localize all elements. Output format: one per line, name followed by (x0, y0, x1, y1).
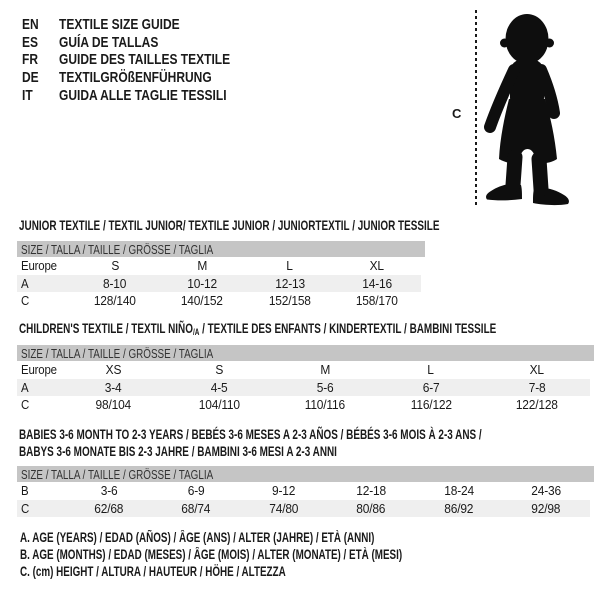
table-cell: 122/128 (516, 397, 558, 413)
junior-table-title: JUNIOR TEXTILE / TEXTIL JUNIOR/ TEXTILE JUNIOR / JUNIORTEXTIL / JUNIOR TESSILE (19, 217, 440, 233)
row-label: C (21, 397, 30, 413)
junior-size-header-bar: SIZE / TALLA / TAILLE / GRÖSSE / TAGLIA (17, 241, 425, 257)
table-cell: M (320, 362, 330, 378)
table-row (17, 361, 590, 379)
children-table (17, 361, 590, 414)
table-cell: 6-9 (187, 483, 205, 499)
babies-table (17, 482, 590, 517)
language-code: FR (22, 51, 38, 69)
language-label: GUÍA DE TALLAS (59, 33, 159, 51)
table-cell: 24-36 (531, 483, 562, 499)
legend-line-a: A. AGE (YEARS) / EDAD (AÑOS) / ÂGE (ANS) / ALTER (JAHRE) / ETÀ (ANNI) (20, 530, 375, 545)
table-cell: M (197, 258, 208, 274)
table-cell: XL (370, 258, 385, 274)
table-cell: 12-18 (356, 483, 387, 499)
baby-silhouette-icon (482, 11, 574, 209)
table-row (17, 275, 421, 293)
height-dashed-line (475, 10, 477, 208)
table-cell: 140/152 (181, 293, 224, 309)
table-cell: 7-8 (528, 379, 546, 395)
table-cell: 5-6 (316, 379, 334, 395)
language-label: GUIDA ALLE TAGLIE TESSILI (59, 86, 227, 104)
language-label: TEXTILE SIZE GUIDE (59, 16, 180, 34)
table-cell: L (427, 362, 435, 378)
table-cell: 62/68 (94, 500, 124, 516)
table-cell: 86/92 (444, 500, 474, 516)
table-cell: 92/98 (531, 500, 561, 516)
table-cell: 9-12 (272, 483, 296, 499)
table-row (17, 379, 590, 397)
babies-size-header-bar: SIZE / TALLA / TAILLE / GRÖSSE / TAGLIA (17, 466, 594, 482)
table-cell: 3-6 (100, 483, 118, 499)
table-cell: 110/116 (304, 397, 346, 413)
table-cell: 80/86 (356, 500, 386, 516)
language-row-fr (22, 51, 273, 69)
table-cell: 6-7 (422, 379, 440, 395)
language-row-en (22, 16, 273, 34)
children-size-header-bar: SIZE / TALLA / TAILLE / GRÖSSE / TAGLIA (17, 345, 594, 361)
table-cell: 8-10 (103, 275, 127, 291)
table-cell: 68/74 (181, 500, 211, 516)
table-cell: 104/110 (198, 397, 240, 413)
babies-table-title: BABIES 3-6 MONTH TO 2-3 YEARS / BEBÉS 3-6 MESES A 2-3 AÑOS / BÉBÉS 3-6 MOIS À 2-3 ANS / BABYS 3-6 MONATE BIS 2-3 JAHRE / BAMBINI 3-6 MESI A 2-3 ANNI (19, 426, 482, 459)
language-label: TEXTILGRÖßENFÜHRUNG (59, 69, 212, 87)
table-row (17, 482, 590, 500)
table-cell: 128/140 (93, 293, 136, 309)
legend-line-c: C. (cm) HEIGHT / ALTURA / HAUTEUR / HÖHE / ALTEZZA (20, 564, 286, 579)
table-row (17, 396, 590, 414)
legend-line-b: B. AGE (MONTHS) / EDAD (MESES) / ÂGE (MOIS) / ALTER (MONATE) / ETÀ (MESI) (20, 547, 403, 562)
table-cell: L (286, 258, 293, 274)
language-row-es (22, 34, 273, 52)
table-row (17, 257, 421, 275)
language-row-de (22, 69, 273, 87)
table-cell: XS (105, 362, 121, 378)
table-cell: S (215, 362, 223, 378)
table-row (17, 292, 421, 310)
language-code: DE (22, 69, 39, 87)
language-code: EN (22, 16, 39, 34)
table-cell: S (110, 258, 119, 274)
row-label: A (21, 379, 29, 395)
children-table-title: CHILDREN'S TEXTILE / TEXTIL NIÑO/A / TEXTILE DES ENFANTS / KINDERTEXTIL / BAMBINI TESSILE (19, 320, 497, 337)
row-label: A (21, 275, 29, 291)
table-cell: 12-13 (274, 275, 305, 291)
table-cell: 74/80 (269, 500, 299, 516)
table-cell: 116/122 (410, 397, 452, 413)
table-cell: 3-4 (104, 379, 122, 395)
row-label: Europe (21, 258, 57, 274)
language-list (22, 16, 273, 104)
table-cell: 98/104 (95, 397, 131, 413)
language-label: GUIDE DES TAILLES TEXTILE (59, 51, 231, 69)
row-label: Europe (21, 362, 57, 378)
table-cell: 18-24 (443, 483, 474, 499)
row-label: B (21, 483, 29, 499)
table-row (17, 500, 590, 518)
legend (20, 530, 543, 581)
row-label: C (21, 500, 30, 516)
table-cell: XL (529, 362, 545, 378)
language-code: ES (22, 33, 39, 51)
table-cell: 158/170 (356, 293, 399, 309)
table-cell: 10-12 (187, 275, 218, 291)
language-row-it (22, 86, 273, 104)
table-cell: 4-5 (210, 379, 228, 395)
table-cell: 152/158 (268, 293, 311, 309)
row-label: C (21, 293, 30, 309)
junior-table (17, 257, 421, 310)
language-code: IT (22, 86, 33, 104)
height-marker-label: C (452, 106, 462, 121)
table-cell: 14-16 (362, 275, 393, 291)
